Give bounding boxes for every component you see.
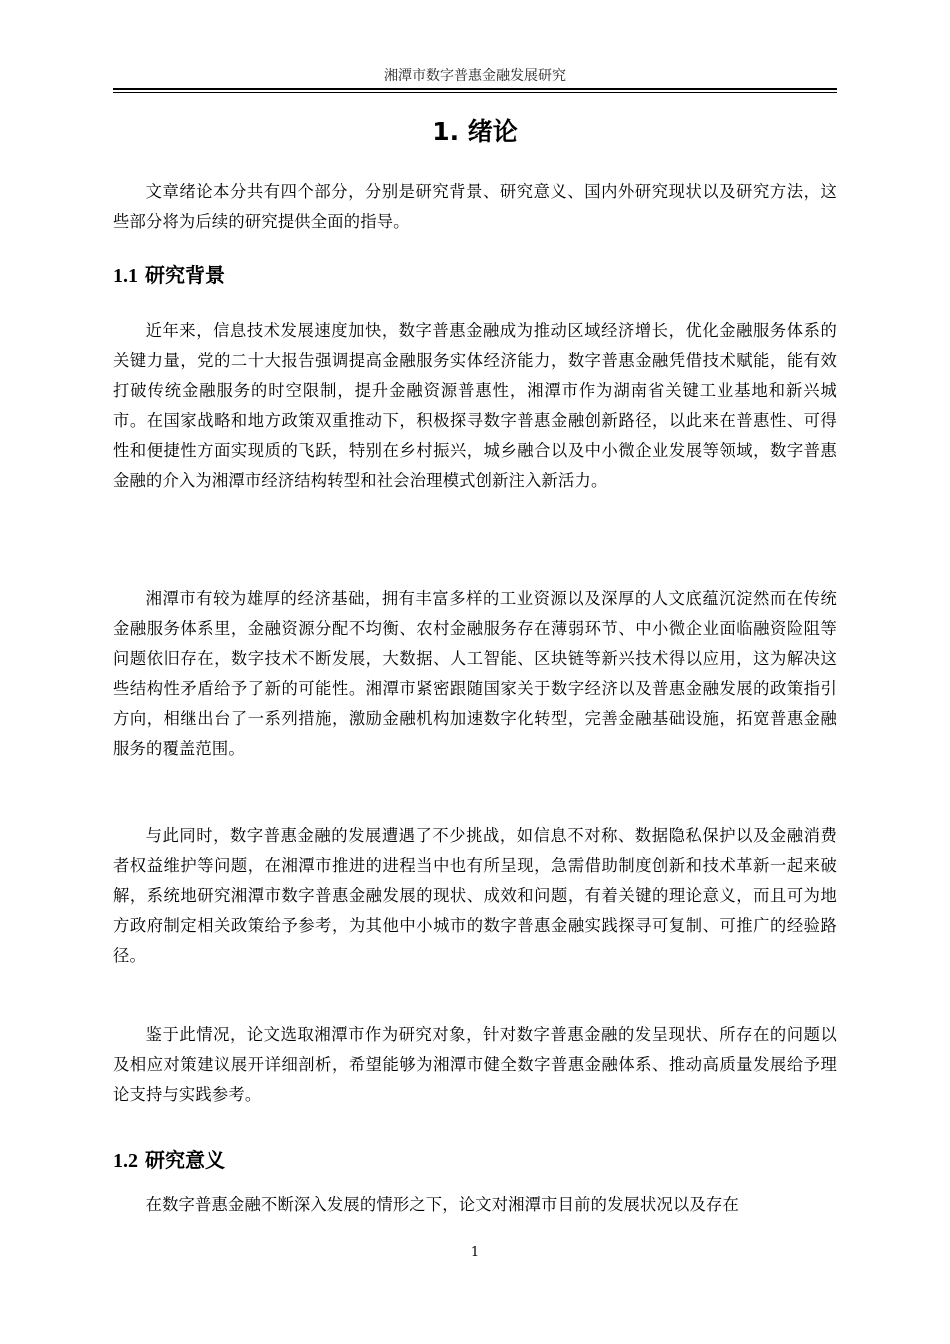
section-number: 1.1 <box>113 265 138 287</box>
header-rule-thin <box>113 92 837 93</box>
section-title: 研究意义 <box>144 1148 225 1172</box>
page-number: 1 <box>470 1245 480 1260</box>
section-heading-1-2 <box>113 1143 837 1178</box>
header-rule-thick <box>113 88 837 90</box>
background-paragraph-1: 近年来，信息技术发展速度加快，数字普惠金融成为推动区域经济增长，优化金融服务体系的关键力量，党的二十大报告强调提高金融服务实体经济能力，数字普惠金融凭借技术赋能，能有效打破传统金融服务的时空限制，提升金融资源普惠性，湘潭市作为湖南省关键工业基地和新兴城市。在国家战略和地方政策双重推动下，积极探寻数字普惠金融创新路径，以此来在普惠性、可得性和便捷性方面实现质的飞跃，特别在乡村振兴，城乡融合以及中小微企业发展等领域，数字普惠金融的介入为湘潭市经济结构转型和社会治理模式创新注入新活力。 <box>113 321 837 490</box>
section-heading-1-1 <box>113 258 837 293</box>
section-title: 研究背景 <box>144 263 225 287</box>
background-paragraph-2: 湘潭市有较为雄厚的经济基础，拥有丰富多样的工业资源以及深厚的人文底蕴沉淀然而在传统金融服务体系里，金融资源分配不均衡、农村金融服务存在薄弱环节、中小微企业面临融资险阻等问题依旧存在，数字技术不断发展，大数据、人工智能、区块链等新兴技术得以应用，这为解决这些结构性矛盾给予了新的可能性。湘潭市紧密跟随国家关于数字经济以及普惠金融发展的政策指引方向，相继出台了一系列措施，激励金融机构加速数字化转型，完善金融基础设施，拓宽普惠金融服务的覆盖范围。 <box>113 589 837 758</box>
running-header: 湘潭市数字普惠金融发展研究 <box>384 68 566 84</box>
chapter-title: 1. 绪论 <box>432 117 518 146</box>
background-paragraph-3: 与此同时，数字普惠金融的发展遭遇了不少挑战，如信息不对称、数据隐私保护以及金融消费者权益维护等问题，在湘潭市推进的进程当中也有所呈现，急需借助制度创新和技术革新一起来破解，系统地研究湘潭市数字普惠金融发展的现状、成效和问题，有着关键的理论意义，而且可为地方政府制定相关政策给予参考，为其他中小城市的数字普惠金融实践探寻可复制、可推广的经验路径。 <box>113 826 837 965</box>
section-number: 1.2 <box>113 1150 138 1172</box>
background-paragraph-4: 鉴于此情况，论文选取湘潭市作为研究对象，针对数字普惠金融的发呈现状、所存在的问题以及相应对策建议展开详细剖析，希望能够为湘潭市健全数字普惠金融体系、推动高质量发展给予理论支持与实践参考。 <box>113 1025 837 1104</box>
chapter-intro-paragraph: 文章绪论本分共有四个部分，分别是研究背景、研究意义、国内外研究现状以及研究方法，这些部分将为后续的研究提供全面的指导。 <box>113 182 837 231</box>
significance-paragraph-1: 在数字普惠金融不断深入发展的情形之下，论文对湘潭市目前的发展状况以及存在 <box>145 1195 739 1214</box>
